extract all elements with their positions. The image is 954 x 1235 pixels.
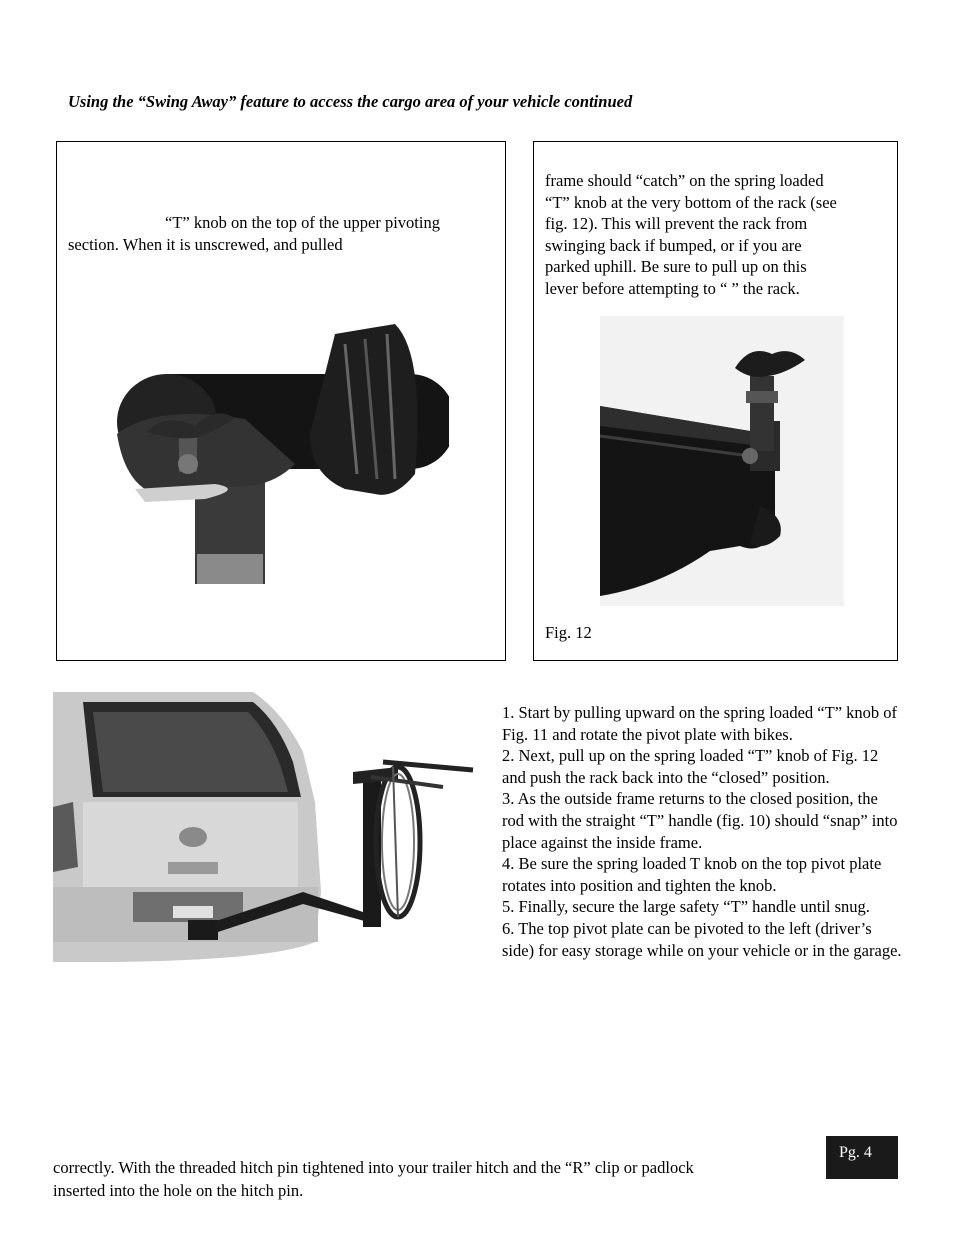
bottom-knob-photo: [600, 316, 844, 606]
left-figure-box: [56, 141, 506, 661]
right-box-text-line-1: frame should “catch” on the spring loaded: [545, 171, 824, 190]
footer-text-line-1: correctly. With the threaded hitch pin tightened into your trailer hitch and the “R” clip or padlock: [53, 1158, 694, 1177]
step-2: 2. Next, pull up on the spring loaded “T” knob of Fig. 12 and push the rack back into the “closed” position.: [502, 746, 879, 787]
step-4: 4. Be sure the spring loaded T knob on the top pivot plate rotates into position and tighten the knob.: [502, 854, 882, 895]
right-box-text-line-5: parked uphill. Be sure to pull up on this: [545, 257, 807, 276]
footer-text-line-2: inserted into the hole on the hitch pin.: [53, 1181, 304, 1200]
right-box-text-line-2: “T” knob at the very bottom of the rack (see: [545, 193, 837, 212]
left-box-text-line-2: section. When it is unscrewed, and pulled: [68, 235, 343, 254]
right-box-text-line-6: lever before attempting to “ ” the rack.: [545, 279, 800, 298]
left-box-text-line-1: “T” knob on the top of the upper pivoting: [165, 213, 440, 232]
step-5: 5. Finally, secure the large safety “T” handle until snug.: [502, 897, 870, 917]
step-1: 1. Start by pulling upward on the spring loaded “T” knob of Fig. 11 and rotate the pivot plate with bikes.: [502, 703, 898, 744]
vehicle-rack-photo: [53, 692, 477, 970]
right-box-text-line-4: swinging back if bumped, or if you are: [545, 236, 802, 255]
right-figure-box: [533, 141, 898, 661]
section-heading: Using the “Swing Away” feature to access the cargo area of your vehicle continued: [68, 92, 633, 111]
step-6: 6. The top pivot plate can be pivoted to the left (driver’s side) for easy storage while on your vehicle or in the garage.: [502, 918, 902, 960]
instruction-steps: [502, 702, 902, 961]
step-3: 3. As the outside frame returns to the closed position, the rod with the straight “T” handle (fig. 10) should “snap” into place against the inside frame.: [502, 789, 898, 852]
fig-12-caption: Fig. 12: [545, 623, 592, 642]
right-box-text-line-3: fig. 12). This will prevent the rack from: [545, 214, 808, 233]
pivot-knob-photo: [95, 314, 449, 584]
page-number-badge: Pg. 4: [826, 1136, 898, 1179]
